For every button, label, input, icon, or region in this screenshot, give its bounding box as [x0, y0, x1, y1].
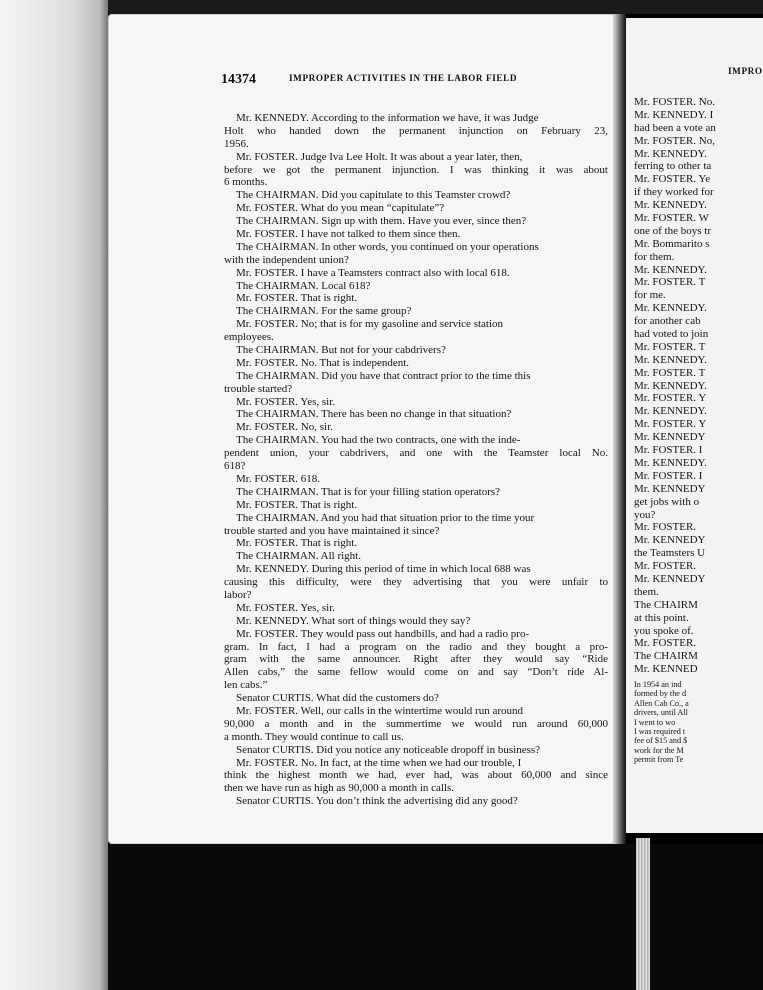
running-title: IMPROPER ACTIVITIES IN THE LABOR FIELD: [289, 73, 518, 83]
right-text-line: Mr. KENNEDY.: [634, 199, 707, 212]
text-line: 1956.: [224, 137, 249, 150]
text-line: Mr. KENNEDY. What sort of things would they say?: [236, 614, 471, 627]
right-text-line: Mr. KENNEDY.: [634, 456, 707, 469]
right-text-line: had voted to join: [634, 328, 709, 341]
text-line: Mr. FOSTER. They would pass out handbills, and had a radio pro-: [236, 627, 530, 640]
right-text-line: had been a vote an: [634, 121, 716, 134]
right-text-line: Mr. Bommarito s: [634, 237, 710, 250]
right-text-line: Mr. FOSTER.: [634, 637, 697, 650]
right-footnote-line: Allen Cab Co., a: [634, 698, 689, 708]
right-text-line: Mr. KENNEDY.: [634, 302, 707, 315]
right-page: [626, 18, 763, 833]
text-line: Mr. FOSTER. Judge Iva Lee Holt. It was about a year later, then,: [236, 150, 523, 163]
right-text-line: Mr. KENNEDY: [634, 431, 706, 444]
text-line: Senator CURTIS. What did the customers do?: [236, 692, 439, 705]
right-footnote-line: permit from Te: [634, 755, 684, 765]
right-text-line: the Teamsters U: [634, 547, 706, 560]
right-text-line: Mr. FOSTER. T: [634, 276, 706, 289]
text-line: Mr. FOSTER. Yes, sir.: [236, 395, 336, 408]
right-text-line: Mr. KENNEDY.: [634, 147, 707, 160]
right-text-line: Mr. FOSTER. T: [634, 340, 706, 353]
right-text-line: Mr. FOSTER.: [634, 521, 697, 534]
right-text-line: for them.: [634, 250, 675, 263]
right-text-line: Mr. KENNEDY.: [634, 353, 707, 366]
right-text-line: you spoke of.: [634, 624, 694, 637]
text-line: 618?: [224, 460, 246, 473]
text-line: causing this difficulty, were they advertising that you were unfair to: [224, 576, 608, 589]
right-text-line: Mr. KENNEDY: [634, 572, 706, 585]
right-text-line: ferring to other ta: [634, 160, 712, 173]
right-text-line: Mr. FOSTER. Ye: [634, 173, 711, 186]
text-line: think the highest month we had, ever had, was about 60,000 and since: [224, 769, 608, 782]
text-line: Mr. KENNEDY. According to the information we have, it was Judge: [236, 112, 539, 124]
text-line: trouble started?: [224, 382, 293, 395]
text-line: trouble started and you have maintained it since?: [224, 524, 440, 537]
text-line: Allen cabs,” the same fellow would come on and say “Don’t ride Al-: [224, 666, 608, 679]
scan-top-border: [0, 0, 763, 14]
right-text-column: [634, 96, 763, 765]
left-text-column: [224, 112, 608, 808]
text-line: then we have run as high as 90,000 a month in calls.: [224, 782, 455, 795]
text-line: The CHAIRMAN. Local 618?: [236, 279, 371, 292]
right-text-line: for another cab: [634, 315, 701, 328]
text-line: The CHAIRMAN. All right.: [236, 550, 361, 563]
right-footnote-line: I was required t: [634, 727, 686, 737]
book-spine: [614, 14, 626, 844]
right-text-line: Mr. KENNEDY.: [634, 263, 707, 276]
right-text-line: Mr. FOSTER. I: [634, 469, 703, 482]
page-header: [221, 72, 613, 88]
text-line: 90,000 a month and in the summertime we would run around 60,000: [224, 717, 608, 730]
text-line: Mr. FOSTER. That is right.: [236, 292, 358, 305]
text-line: Mr. FOSTER. No. In fact, at the time when we had our trouble, I: [236, 756, 522, 769]
page-number: 14374: [221, 72, 256, 87]
right-text-line: Mr. KENNED: [634, 663, 698, 676]
right-text-line: Mr. KENNEDY: [634, 482, 706, 495]
text-line: The CHAIRMAN. That is for your filling station operators?: [236, 485, 501, 498]
right-footnote-line: In 1954 an ind: [634, 680, 682, 690]
text-line: Mr. FOSTER. I have not talked to them since then.: [236, 228, 461, 241]
text-line: Mr. FOSTER. 618.: [236, 472, 321, 485]
text-line: len cabs.”: [224, 679, 268, 692]
right-footnote-line: drivers, until All: [634, 708, 688, 718]
right-text-line: Mr. FOSTER. No,: [634, 134, 715, 147]
page-stack-edge-right: [636, 838, 650, 990]
text-line: pendent union, your cabdrivers, and one with the Teamster local No.: [224, 447, 608, 460]
right-text-line: Mr. KENNEDY. I: [634, 108, 714, 121]
right-text-line: Mr. KENNEDY: [634, 534, 706, 547]
right-text-line: Mr. FOSTER. W: [634, 212, 709, 225]
right-footnote-line: fee of $15 and $: [634, 736, 688, 746]
text-line: The CHAIRMAN. And you had that situation prior to the time your: [236, 511, 535, 524]
text-line: The CHAIRMAN. Did you capitulate to this Teamster crowd?: [236, 189, 511, 202]
text-line: The CHAIRMAN. But not for your cabdrivers?: [236, 344, 446, 357]
text-line: Senator CURTIS. You don’t think the advertising did any good?: [236, 795, 518, 808]
text-line: The CHAIRMAN. For the same group?: [236, 305, 412, 318]
right-text-line: Mr. FOSTER.: [634, 560, 697, 573]
text-line: Mr. FOSTER. No, sir.: [236, 421, 333, 434]
right-text-line: Mr. FOSTER. Y: [634, 418, 707, 431]
text-line: Mr. FOSTER. That is right.: [236, 498, 358, 511]
right-text-line: Mr. FOSTER. T: [634, 366, 706, 379]
text-line: The CHAIRMAN. Sign up with them. Have you ever, since then?: [236, 215, 527, 228]
text-line: Mr. FOSTER. I have a Teamsters contract also with local 618.: [236, 266, 510, 279]
text-line: Mr. FOSTER. Well, our calls in the wintertime would run around: [236, 704, 524, 717]
right-text-line: if they worked for: [634, 186, 714, 199]
right-text-line: Mr. KENNEDY.: [634, 405, 707, 418]
right-footnote-line: formed by the d: [634, 689, 687, 699]
text-line: The CHAIRMAN. In other words, you continued on your operations: [236, 240, 539, 253]
text-line: gram. In fact, I had a program on the radio and they bought a pro-: [224, 640, 608, 653]
right-text-line: for me.: [634, 289, 666, 302]
text-line: The CHAIRMAN. You had the two contracts, one with the inde-: [236, 434, 521, 447]
text-line: labor?: [224, 588, 252, 601]
text-line: employees.: [224, 331, 274, 344]
text-line: Mr. FOSTER. No; that is for my gasoline and service station: [236, 318, 504, 331]
left-page: [108, 14, 614, 844]
text-line: Holt who handed down the permanent injunction on February 23,: [224, 124, 608, 137]
text-line: Senator CURTIS. Did you notice any noticeable dropoff in business?: [236, 743, 541, 756]
text-line: 6 months.: [224, 176, 268, 189]
right-text-line: get jobs with o: [634, 495, 700, 508]
right-text-line: one of the boys tr: [634, 224, 711, 237]
right-text-line: The CHAIRM: [634, 650, 698, 663]
right-text-line: Mr. FOSTER. I: [634, 444, 703, 457]
right-text-line: The CHAIRM: [634, 598, 698, 611]
text-line: Mr. FOSTER. No. That is independent.: [236, 356, 410, 369]
text-line: The CHAIRMAN. Did you have that contract prior to the time this: [236, 369, 531, 382]
right-text-line: them.: [634, 585, 659, 598]
right-text-line: Mr. FOSTER. Y: [634, 392, 707, 405]
right-text-line: Mr. FOSTER. No.: [634, 96, 715, 108]
right-text-line: at this point.: [634, 611, 689, 624]
text-line: The CHAIRMAN. There has been no change in that situation?: [236, 408, 512, 421]
text-line: gram with the same announcer. Right after they would say “Ride: [224, 653, 608, 666]
text-line: a month. They would continue to call us.: [224, 730, 404, 743]
right-text-line: Mr. KENNEDY.: [634, 379, 707, 392]
right-footnote-line: work for the M: [634, 745, 684, 755]
text-line: Mr. KENNEDY. During this period of time in which local 688 was: [236, 563, 531, 576]
text-line: Mr. FOSTER. Yes, sir.: [236, 601, 336, 614]
right-footnote-line: I went to wo: [634, 717, 676, 727]
text-line: with the independent union?: [224, 253, 349, 266]
text-line: Mr. FOSTER. What do you mean “capitulate”?: [236, 202, 445, 215]
scan-left-margin: [0, 0, 108, 990]
text-line: before we got the permanent injunction. I was thinking it was about: [224, 163, 608, 176]
right-running-title: IMPRO: [728, 66, 763, 76]
right-text-line: you?: [634, 508, 656, 521]
text-line: Mr. FOSTER. That is right.: [236, 537, 358, 550]
scan-bottom-border: [108, 844, 763, 990]
